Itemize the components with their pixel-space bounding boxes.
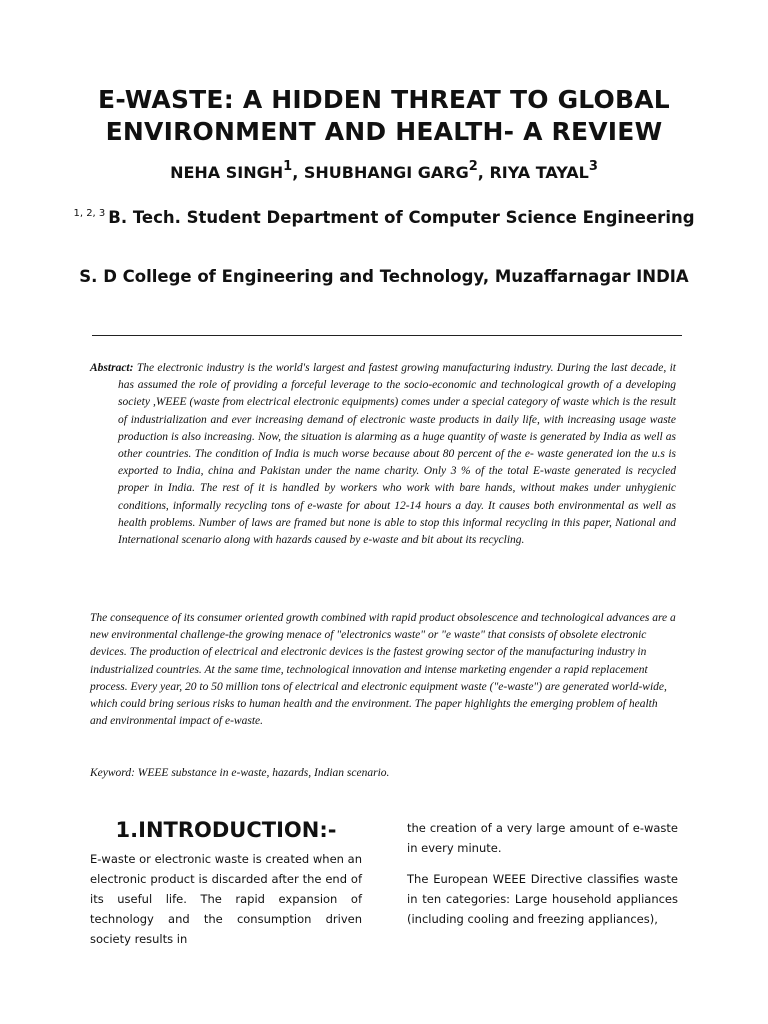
abstract — [90, 360, 676, 549]
author-name: SHUBHANGI GARG — [303, 163, 469, 182]
paper-title: E-WASTE: A HIDDEN THREAT TO GLOBAL ENVIRONMENT AND HEALTH- A REVIEW — [98, 85, 670, 146]
affiliation-superscript: 1, 2, 3 — [73, 208, 106, 219]
author-list: NEHA SINGH$^1$, SHUBHANGI GARG$^2$, RIYA TAYAL$^3$ — [170, 159, 598, 182]
introduction-right-column — [407, 818, 678, 940]
introduction-left-column: E-waste or electronic waste is created when an electronic product is discarded after the end of its useful life. The rapid expansion of technology and the consumption driven society results in — [90, 852, 362, 946]
author-name: RIYA TAYAL — [489, 163, 589, 182]
author-superscript: 2 — [468, 159, 478, 174]
affiliation-text: B. Tech. Student Department of Computer Science Engineering — [108, 208, 695, 227]
college-name: S. D College of Engineering and Technology, Muzaffarnagar INDIA — [79, 267, 689, 286]
author-name: NEHA SINGH — [170, 163, 284, 182]
introduction-paragraph: the creation of a very large amount of e-waste in every minute. — [407, 821, 678, 855]
author-superscript: 1 — [283, 159, 293, 174]
consequence-paragraph: The consequence of its consumer oriented growth combined with rapid product obsolescence and technological advances are a new environmental challenge-the growing menace of "electronics waste" or "e waste" that consists of obsolete electronic devices. The production of electrical and electronic devices is the fastest growing sector of the manufacturing industry in industrialized countries. At the same time, technological innovation and intense marketing engender a rapid replacement process. Every year, 20 to 50 million tons of electrical and electronic equipment waste ("e-waste") are generated world-wide, which could bring serious risks to human health and the environment. The paper highlights the emerging problem of health and environmental impact of e-waste. — [90, 612, 676, 728]
keywords: Keyword: WEEE substance in e-waste, hazards, Indian scenario. — [90, 767, 390, 779]
abstract-text: The electronic industry is the world's largest and fastest growing manufacturing industry. During the last decade, it has assumed the role of providing a forceful leverage to the socio-economic and technological growth of a developing society ,WEEE (waste from electrical electronic equipments) comes under a special category of waste which is the result of industrialization and ever increasing demand of electronic waste products in daily life, with increasing usage waste production is also increasing. Now, the situation is alarming as a huge quantity of waste is generated by India as well as other countries. The condition of India is much worse because about 80 percent of the e- waste generated ion the u.s is exported to India, china and Pakistan under the name charity. Only 3 % of the total E-waste generated is recycled proper in India. The rest of it is handled by workers who work with bare hands, without makes under unhygienic conditions, informally recycling tons of e-waste for about 12-14 hours a day. It causes both environmental as well as health problems. Number of laws are framed but none is able to stop this informal recycling in this paper, National and International scenario along with hazards caused by e-waste and bit about its recycling. — [118, 362, 676, 547]
introduction-paragraph: The European WEEE Directive classifies waste in ten categories: Large household appliances (including cooling and freezing appliances), — [407, 872, 678, 926]
author-superscript: 3 — [588, 159, 598, 174]
affiliation — [60, 206, 708, 230]
section-divider — [92, 335, 682, 336]
introduction-heading: 1.INTRODUCTION:- — [115, 818, 337, 842]
abstract-label: Abstract: — [90, 362, 134, 374]
